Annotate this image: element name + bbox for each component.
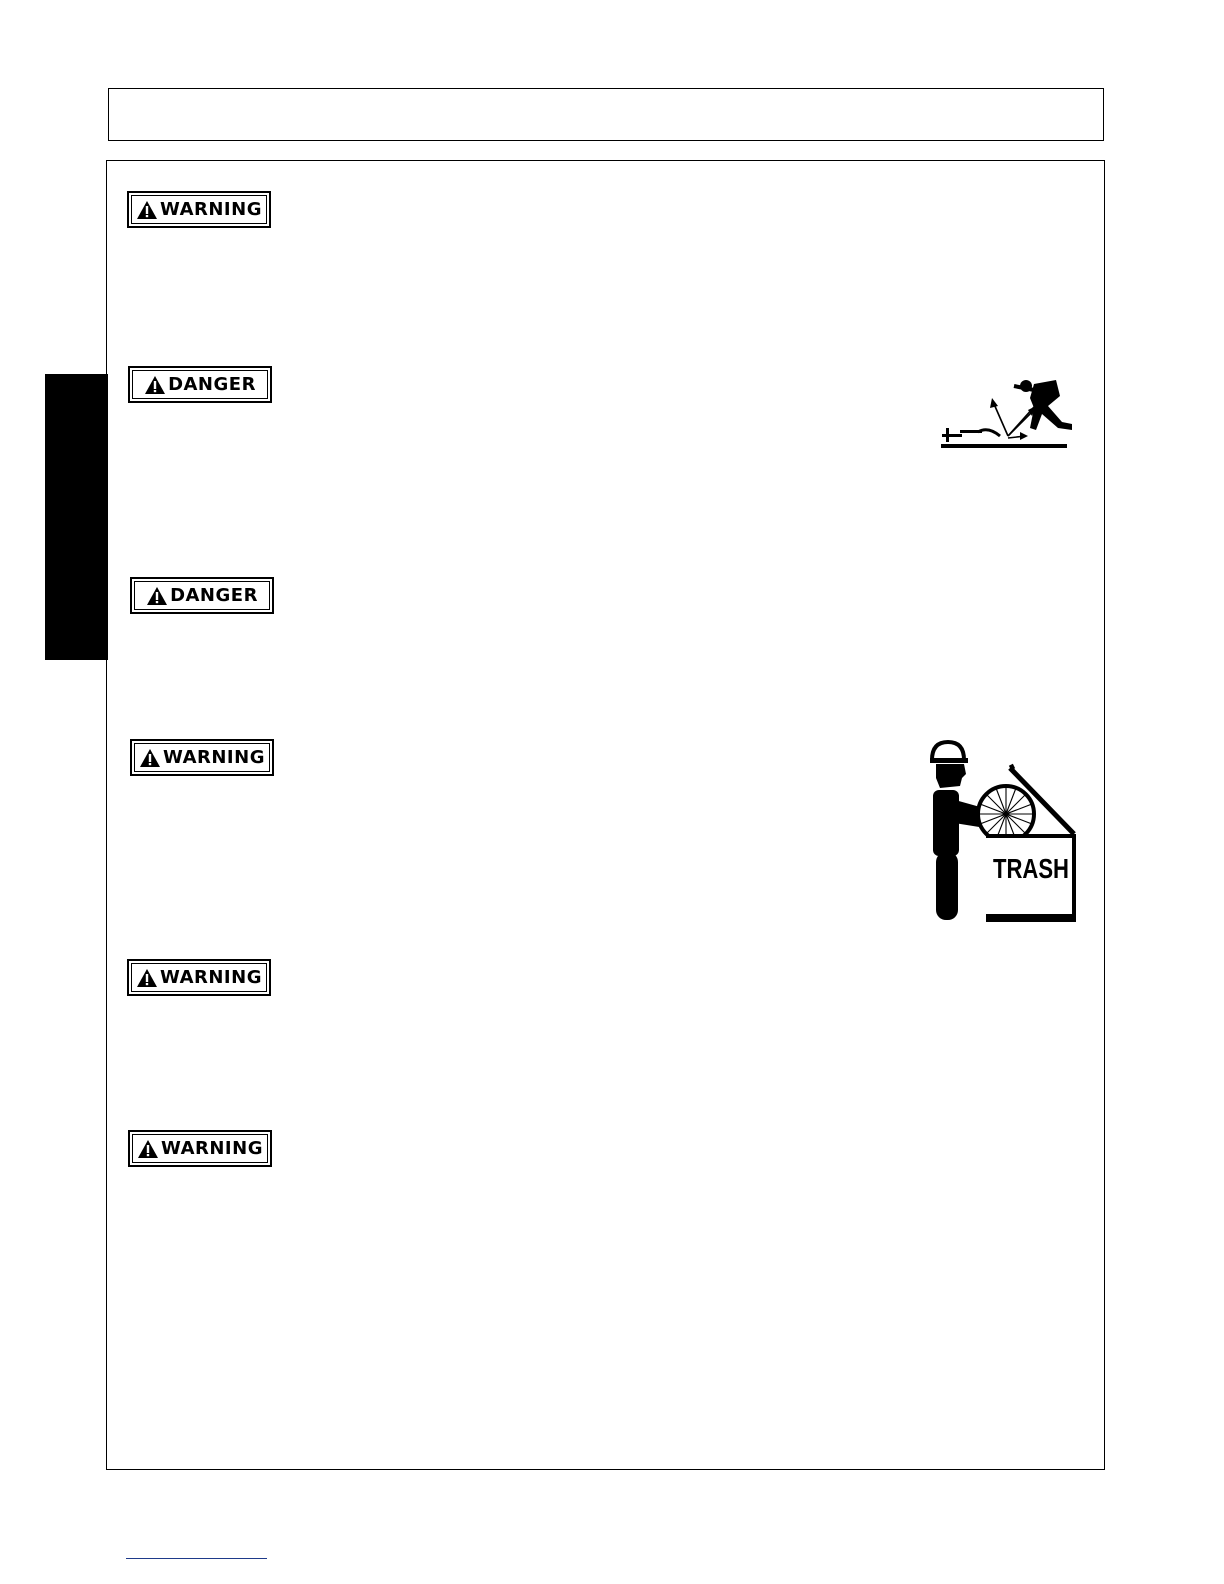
warning-label	[128, 1130, 272, 1167]
label-text: WARNING	[163, 746, 265, 768]
section-side-tab	[45, 374, 108, 660]
warning-label	[130, 739, 274, 776]
danger-label	[128, 366, 272, 403]
label-text: DANGER	[170, 584, 258, 606]
thrown-object-hazard-icon	[938, 376, 1078, 454]
warning-label	[127, 959, 271, 996]
warning-label	[127, 191, 271, 228]
trash-bin-text: TRASH	[993, 853, 1069, 884]
danger-label	[130, 577, 274, 614]
alert-triangle-icon	[136, 200, 158, 220]
footer-rule	[126, 1558, 267, 1559]
blade-disposal-icon	[918, 738, 1080, 924]
alert-triangle-icon	[146, 586, 168, 606]
alert-triangle-icon	[137, 1139, 159, 1159]
label-text: WARNING	[160, 966, 262, 988]
label-text: DANGER	[168, 373, 256, 395]
alert-triangle-icon	[136, 968, 158, 988]
label-text: WARNING	[160, 198, 262, 220]
label-text: WARNING	[161, 1137, 263, 1159]
alert-triangle-icon	[144, 375, 166, 395]
alert-triangle-icon	[139, 748, 161, 768]
header-box	[108, 88, 1104, 141]
